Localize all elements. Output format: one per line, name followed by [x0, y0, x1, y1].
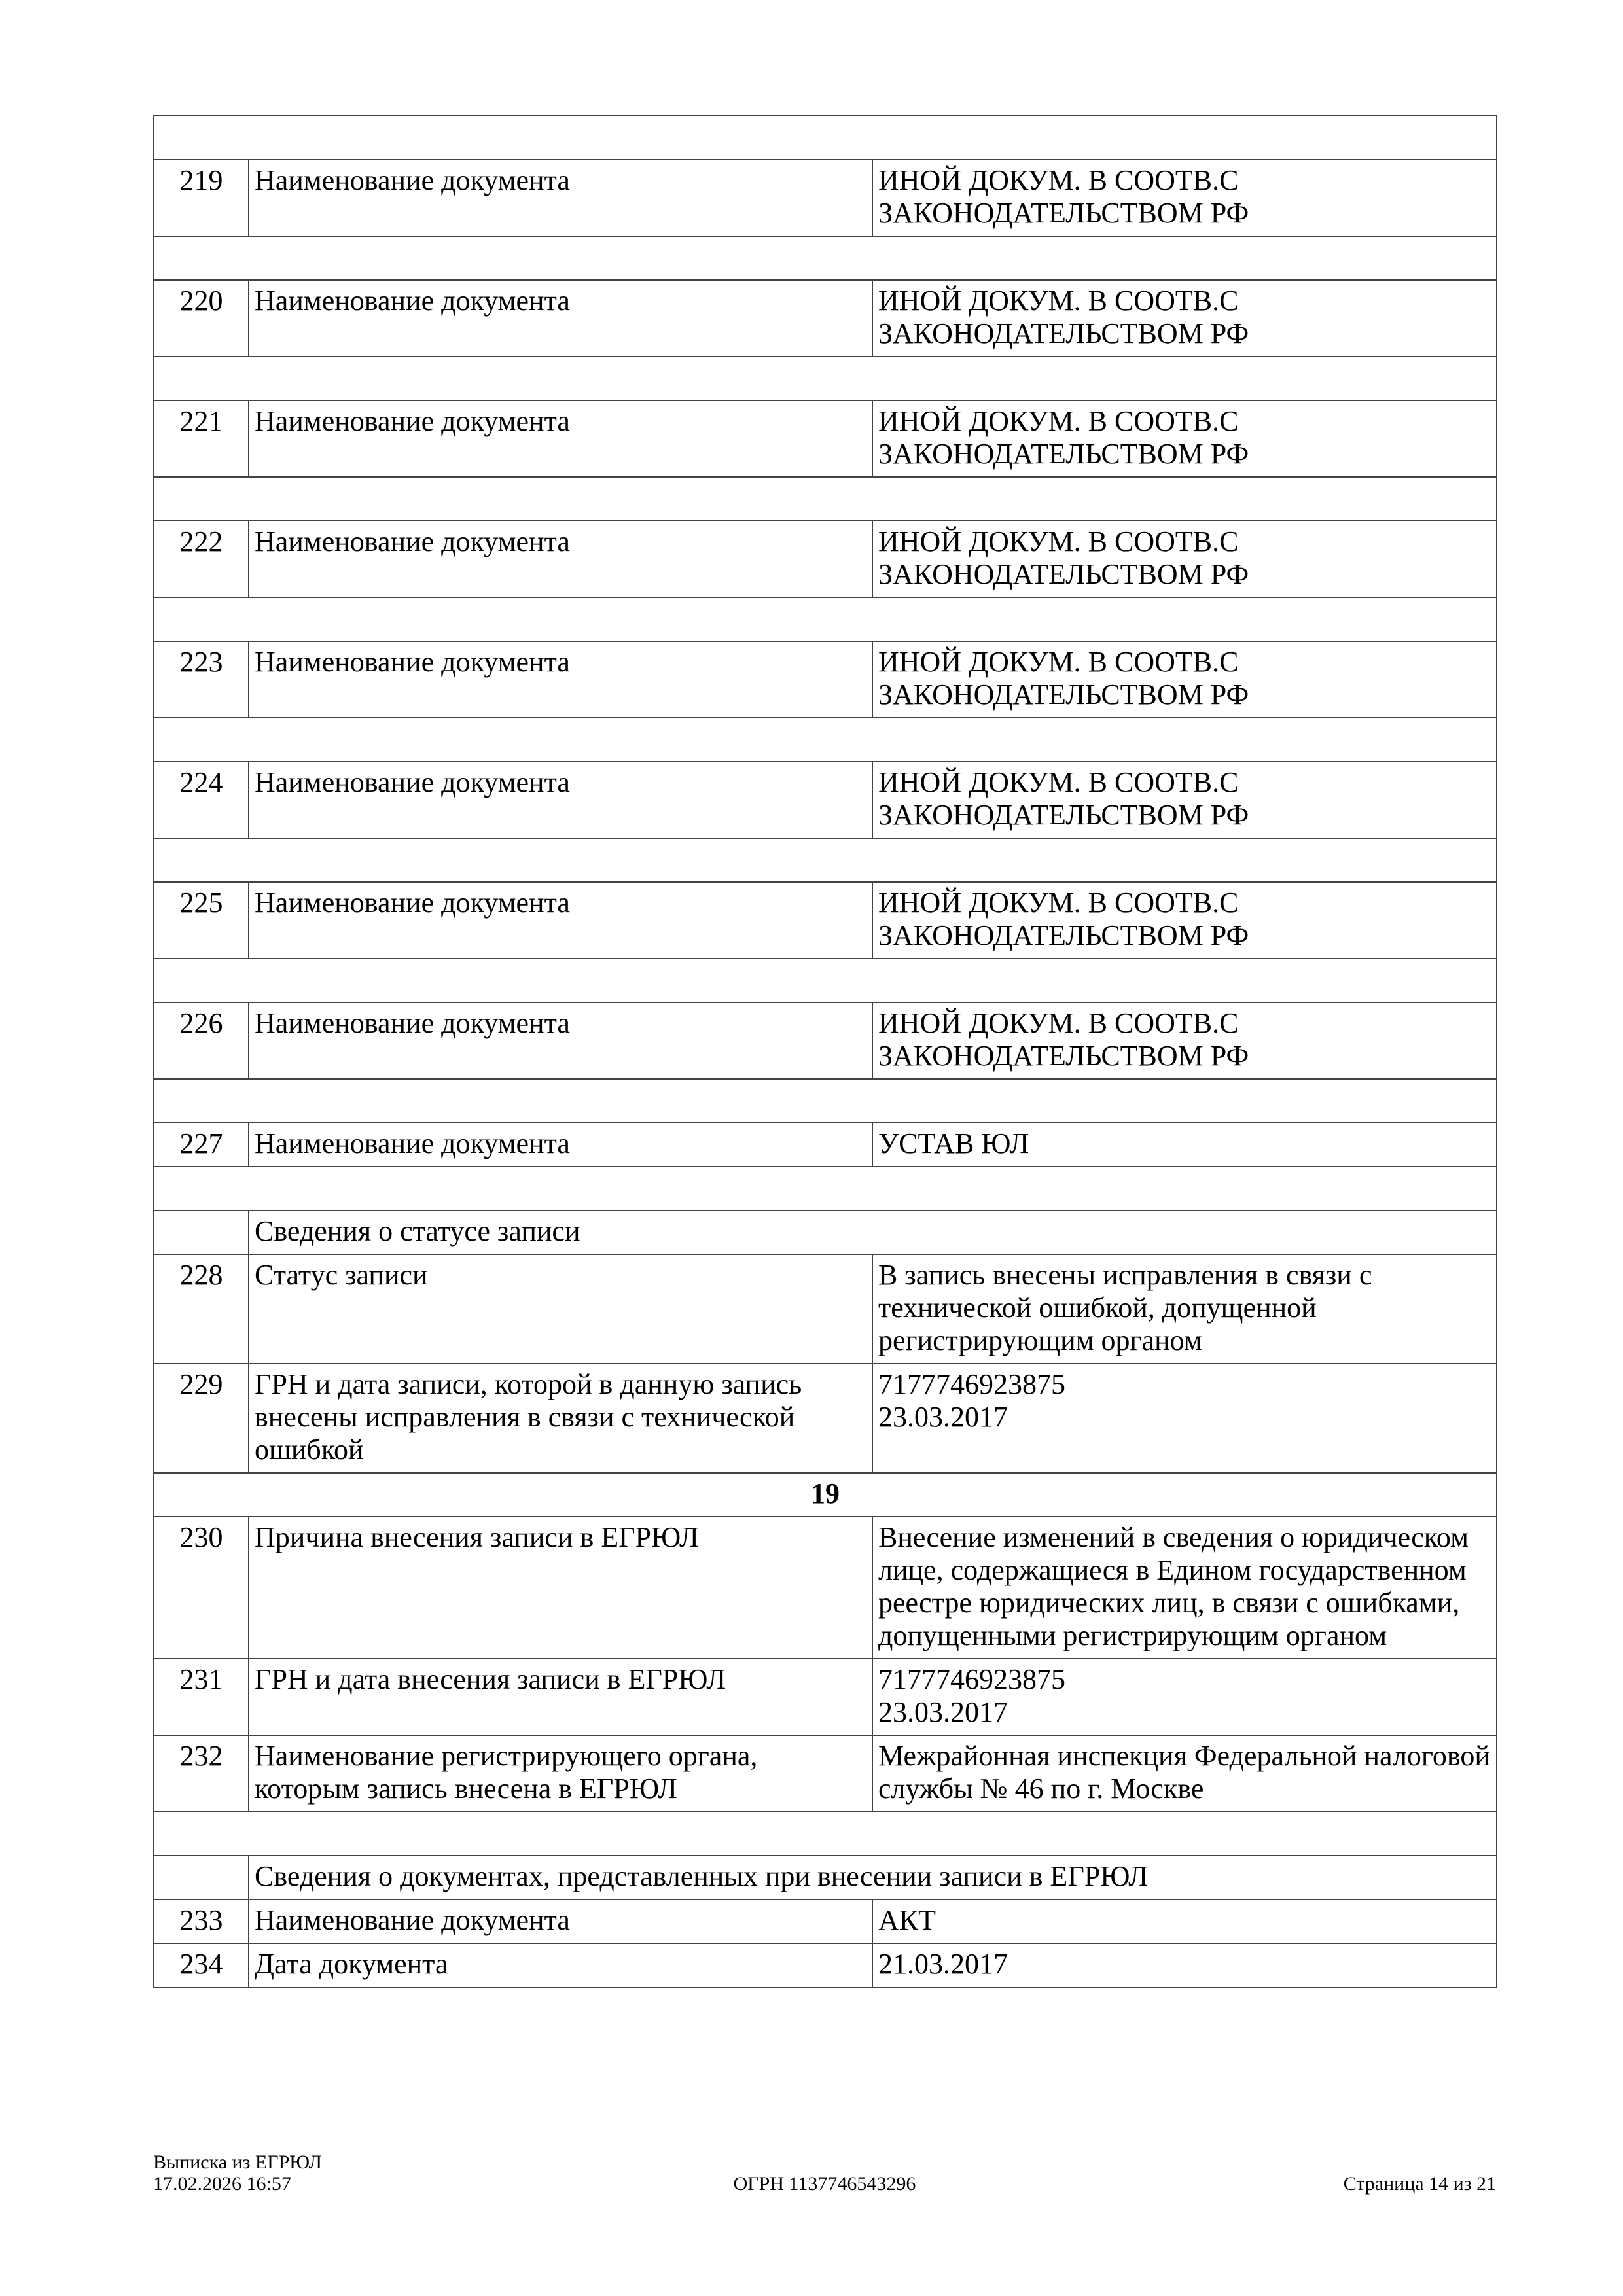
row-number: 229 — [154, 1364, 249, 1473]
row-value — [872, 1899, 1497, 1943]
row-value — [872, 400, 1497, 477]
table-row — [154, 1943, 1497, 1987]
row-label: Наименование регистрирующего органа, которым запись внесена в ЕГРЮЛ — [249, 1735, 872, 1812]
row-number: 228 — [154, 1254, 249, 1364]
row-value-line: В запись внесены исправления в связи с технической ошибкой, допущенной регистрирующим органом — [878, 1259, 1372, 1356]
row-value — [872, 280, 1497, 357]
row-number: 220 — [154, 280, 249, 357]
footer-page-number: Страница 14 из 21 — [1343, 2173, 1496, 2195]
row-label: Наименование документа — [249, 400, 872, 477]
row-value-line: ЗАКОНОДАТЕЛЬСТВОМ РФ — [878, 197, 1249, 229]
row-value — [872, 762, 1497, 838]
row-value-line: ЗАКОНОДАТЕЛЬСТВОМ РФ — [878, 799, 1249, 831]
row-value-line: 21.03.2017 — [878, 1948, 1008, 1980]
spacer-row — [154, 1079, 1497, 1123]
table-row — [154, 1002, 1497, 1079]
row-number: 230 — [154, 1517, 249, 1659]
table-row — [154, 400, 1497, 477]
row-number: 225 — [154, 882, 249, 959]
row-value — [872, 160, 1497, 236]
spacer-cell — [154, 116, 1497, 160]
section-num-cell — [154, 1856, 249, 1899]
footer-datetime: 17.02.2026 16:57 — [153, 2173, 291, 2195]
row-label: Статус записи — [249, 1254, 872, 1364]
spacer-cell — [154, 718, 1497, 762]
row-value — [872, 882, 1497, 959]
row-value — [872, 1123, 1497, 1167]
row-label: Причина внесения записи в ЕГРЮЛ — [249, 1517, 872, 1659]
row-label: Наименование документа — [249, 882, 872, 959]
row-label: ГРН и дата внесения записи в ЕГРЮЛ — [249, 1659, 872, 1735]
table-row — [154, 521, 1497, 597]
row-number: 222 — [154, 521, 249, 597]
row-label: Наименование документа — [249, 280, 872, 357]
spacer-row — [154, 236, 1497, 280]
table-row — [154, 882, 1497, 959]
row-value — [872, 1254, 1497, 1364]
row-value — [872, 521, 1497, 597]
row-value-line: 23.03.2017 — [878, 1401, 1008, 1433]
spacer-cell — [154, 236, 1497, 280]
spacer-cell — [154, 838, 1497, 882]
row-value-line: ЗАКОНОДАТЕЛЬСТВОМ РФ — [878, 1040, 1249, 1072]
row-number: 233 — [154, 1899, 249, 1943]
spacer-cell — [154, 1079, 1497, 1123]
section-header-row — [154, 1856, 1497, 1899]
row-label: Наименование документа — [249, 1123, 872, 1167]
row-value-line: ИНОЙ ДОКУМ. В СООТВ.С — [878, 887, 1239, 919]
row-value-line: ИНОЙ ДОКУМ. В СООТВ.С — [878, 405, 1239, 437]
table-row — [154, 160, 1497, 236]
row-label: Наименование документа — [249, 1899, 872, 1943]
row-label: Наименование документа — [249, 521, 872, 597]
row-value-line: ЗАКОНОДАТЕЛЬСТВОМ РФ — [878, 317, 1249, 349]
table-row — [154, 641, 1497, 718]
spacer-row — [154, 116, 1497, 160]
row-label: Дата документа — [249, 1943, 872, 1987]
footer-ogrn: ОГРН 1137746543296 — [733, 2173, 916, 2195]
table-row — [154, 1899, 1497, 1943]
table-body — [154, 116, 1497, 1987]
section-title: Сведения о статусе записи — [249, 1210, 1497, 1254]
row-label: Наименование документа — [249, 641, 872, 718]
spacer-cell — [154, 1812, 1497, 1856]
row-value-line: 7177746923875 — [878, 1663, 1065, 1695]
row-value-line: УСТАВ ЮЛ — [878, 1127, 1029, 1159]
row-label: ГРН и дата записи, которой в данную запись внесены исправления в связи с технической ошибкой — [249, 1364, 872, 1473]
row-value-line: ИНОЙ ДОКУМ. В СООТВ.С — [878, 285, 1239, 317]
spacer-cell — [154, 597, 1497, 641]
spacer-row — [154, 1167, 1497, 1210]
row-value — [872, 1002, 1497, 1079]
table-row — [154, 1735, 1497, 1812]
spacer-cell — [154, 959, 1497, 1002]
row-value — [872, 1735, 1497, 1812]
row-number: 232 — [154, 1735, 249, 1812]
spacer-cell — [154, 477, 1497, 521]
row-value — [872, 641, 1497, 718]
spacer-cell — [154, 357, 1497, 400]
record-group-number: 19 — [154, 1473, 1497, 1517]
row-value-line: 23.03.2017 — [878, 1696, 1008, 1728]
row-label: Наименование документа — [249, 1002, 872, 1079]
section-num-cell — [154, 1210, 249, 1254]
spacer-row — [154, 597, 1497, 641]
row-label: Наименование документа — [249, 160, 872, 236]
row-value-line: Внесение изменений в сведения о юридическом лице, содержащиеся в Едином государственном реестре юридических лиц, в связи с ошибками, допущенными регистрирующим органом — [878, 1521, 1469, 1651]
spacer-row — [154, 838, 1497, 882]
row-value — [872, 1943, 1497, 1987]
footer-doc-title: Выписка из ЕГРЮЛ — [153, 2151, 322, 2173]
spacer-row — [154, 357, 1497, 400]
spacer-row — [154, 718, 1497, 762]
row-value-line: Межрайонная инспекция Федеральной налоговой службы № 46 по г. Москве — [878, 1740, 1490, 1805]
row-number: 221 — [154, 400, 249, 477]
row-value-line: ИНОЙ ДОКУМ. В СООТВ.С — [878, 1007, 1239, 1039]
row-number: 224 — [154, 762, 249, 838]
spacer-row — [154, 477, 1497, 521]
section-title: Сведения о документах, представленных при внесении записи в ЕГРЮЛ — [249, 1856, 1497, 1899]
row-value — [872, 1364, 1497, 1473]
table-row — [154, 762, 1497, 838]
row-number: 223 — [154, 641, 249, 718]
row-value-line: 7177746923875 — [878, 1368, 1065, 1400]
row-value-line: ЗАКОНОДАТЕЛЬСТВОМ РФ — [878, 438, 1249, 470]
row-number: 226 — [154, 1002, 249, 1079]
row-number: 219 — [154, 160, 249, 236]
row-value-line: ИНОЙ ДОКУМ. В СООТВ.С — [878, 646, 1239, 678]
table-row — [154, 1364, 1497, 1473]
row-number: 234 — [154, 1943, 249, 1987]
spacer-cell — [154, 1167, 1497, 1210]
row-label: Наименование документа — [249, 762, 872, 838]
spacer-row — [154, 1812, 1497, 1856]
row-value-line: ЗАКОНОДАТЕЛЬСТВОМ РФ — [878, 679, 1249, 711]
row-value — [872, 1659, 1497, 1735]
table-row — [154, 280, 1497, 357]
row-number: 231 — [154, 1659, 249, 1735]
row-value-line: ЗАКОНОДАТЕЛЬСТВОМ РФ — [878, 558, 1249, 590]
row-value-line: ИНОЙ ДОКУМ. В СООТВ.С — [878, 766, 1239, 798]
row-number: 227 — [154, 1123, 249, 1167]
row-value-line: АКТ — [878, 1904, 936, 1936]
row-value — [872, 1517, 1497, 1659]
table-row — [154, 1254, 1497, 1364]
row-value-line: ЗАКОНОДАТЕЛЬСТВОМ РФ — [878, 919, 1249, 951]
egrul-extract-table — [153, 115, 1497, 1988]
table-row — [154, 1659, 1497, 1735]
table-row — [154, 1517, 1497, 1659]
spacer-row — [154, 959, 1497, 1002]
table-row — [154, 1123, 1497, 1167]
row-value-line: ИНОЙ ДОКУМ. В СООТВ.С — [878, 525, 1239, 557]
section-header-row — [154, 1210, 1497, 1254]
record-group-row — [154, 1473, 1497, 1517]
row-value-line: ИНОЙ ДОКУМ. В СООТВ.С — [878, 164, 1239, 196]
